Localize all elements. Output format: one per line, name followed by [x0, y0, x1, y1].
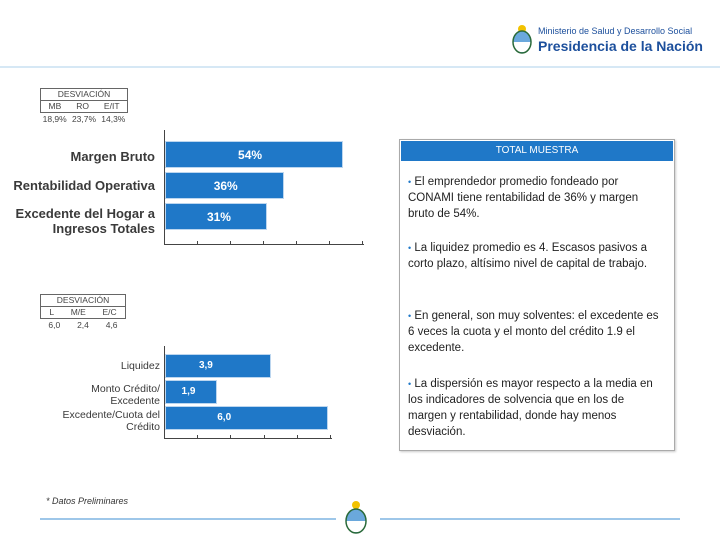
solvency-bar-chart: [0, 0, 400, 460]
chart2-category-label: Excedente/Cuota del Crédito: [62, 409, 160, 433]
preliminary-data-note: * Datos Preliminares: [46, 496, 129, 506]
deviation-value-l: 6,0: [48, 320, 61, 330]
chart2-x-axis: [164, 438, 332, 439]
chart2-x-tick: [197, 435, 198, 439]
deviation-header-me: M/E: [70, 307, 86, 317]
deviation-header-mb: MB: [48, 101, 62, 111]
chart2-bar-label: 1,9: [181, 386, 196, 397]
footer-divider-right: [380, 518, 680, 520]
bullet-icon: •: [408, 311, 412, 321]
bullet-icon: •: [408, 177, 412, 187]
chart2-bar-label: 3,9: [198, 360, 213, 371]
chart1-bar-label: 36%: [213, 178, 238, 193]
deviation-value-ro: 23,7%: [71, 114, 97, 124]
argentina-coat-of-arms-icon: [343, 500, 369, 534]
panel-title: TOTAL MUESTRA: [400, 140, 674, 162]
deviation-value-ec: 4,6: [105, 320, 118, 330]
deviation-header-l: L: [49, 307, 55, 317]
deviation-header-eit: E/IT: [103, 101, 120, 111]
chart1-bar-label: 54%: [238, 147, 263, 162]
chart2-bar: [165, 406, 328, 430]
presidency-name: Presidencia de la Nación: [538, 38, 703, 54]
deviation-value-me: 2,4: [77, 320, 89, 330]
chart2-bar: [165, 354, 271, 378]
bullet-icon: •: [408, 379, 412, 389]
chart2-category-label: Monto Crédito/ Excedente: [91, 383, 160, 407]
bullet-item: [408, 376, 666, 440]
ministry-name: Ministerio de Salud y Desarrollo Social: [538, 26, 693, 36]
deviation-header-ec: E/C: [102, 307, 117, 317]
deviation-header-ro: RO: [76, 101, 89, 111]
bullet-item: [408, 240, 666, 272]
deviation-title: DESVIACIÓN: [41, 89, 127, 101]
chart2-x-tick: [164, 435, 165, 439]
chart2-x-tick: [330, 435, 331, 439]
deviation-title: DESVIACIÓN: [41, 295, 125, 307]
bullet-text: La dispersión es mayor respecto a la media en los indicadores de solvencia que en los de margen y rentabilidad, donde hay menos desviación.: [408, 378, 653, 438]
chart1-category-label: Margen Bruto: [70, 149, 155, 164]
bullet-text: En general, son muy solventes: el excedente es 6 veces la cuota y el monto del crédito 1.9 el excedente.: [408, 310, 659, 354]
chart2-category-label: Liquidez: [120, 360, 160, 372]
bullet-icon: •: [408, 243, 412, 253]
bullet-text: El emprendedor promedio fondeado por CONAMI tiene rentabilidad de 36% y margen bruto de 54%.: [408, 176, 639, 220]
bullet-item: [408, 174, 666, 222]
argentina-coat-of-arms-icon: [510, 24, 534, 54]
bullet-text: La liquidez promedio es 4. Escasos pasivos a corto plazo, altísimo nivel de capital de trabajo.: [408, 242, 648, 270]
chart2-x-tick: [297, 435, 298, 439]
chart2-bar-label: 6,0: [217, 412, 232, 423]
total-sample-panel: [399, 139, 675, 451]
ministry-logo: [510, 24, 710, 58]
chart1-category-label: Rentabilidad Operativa: [13, 178, 155, 193]
chart1-bar-label: 31%: [206, 209, 231, 224]
footer-divider-left: [40, 518, 336, 520]
chart2-x-tick: [264, 435, 265, 439]
deviation-value-mb: 18,9%: [42, 114, 67, 124]
deviation-value-eit: 14,3%: [101, 114, 126, 124]
chart2-x-tick: [230, 435, 231, 439]
bullet-item: [408, 308, 666, 356]
chart1-category-label: Excedente del Hogar a Ingresos Totales: [15, 206, 155, 236]
